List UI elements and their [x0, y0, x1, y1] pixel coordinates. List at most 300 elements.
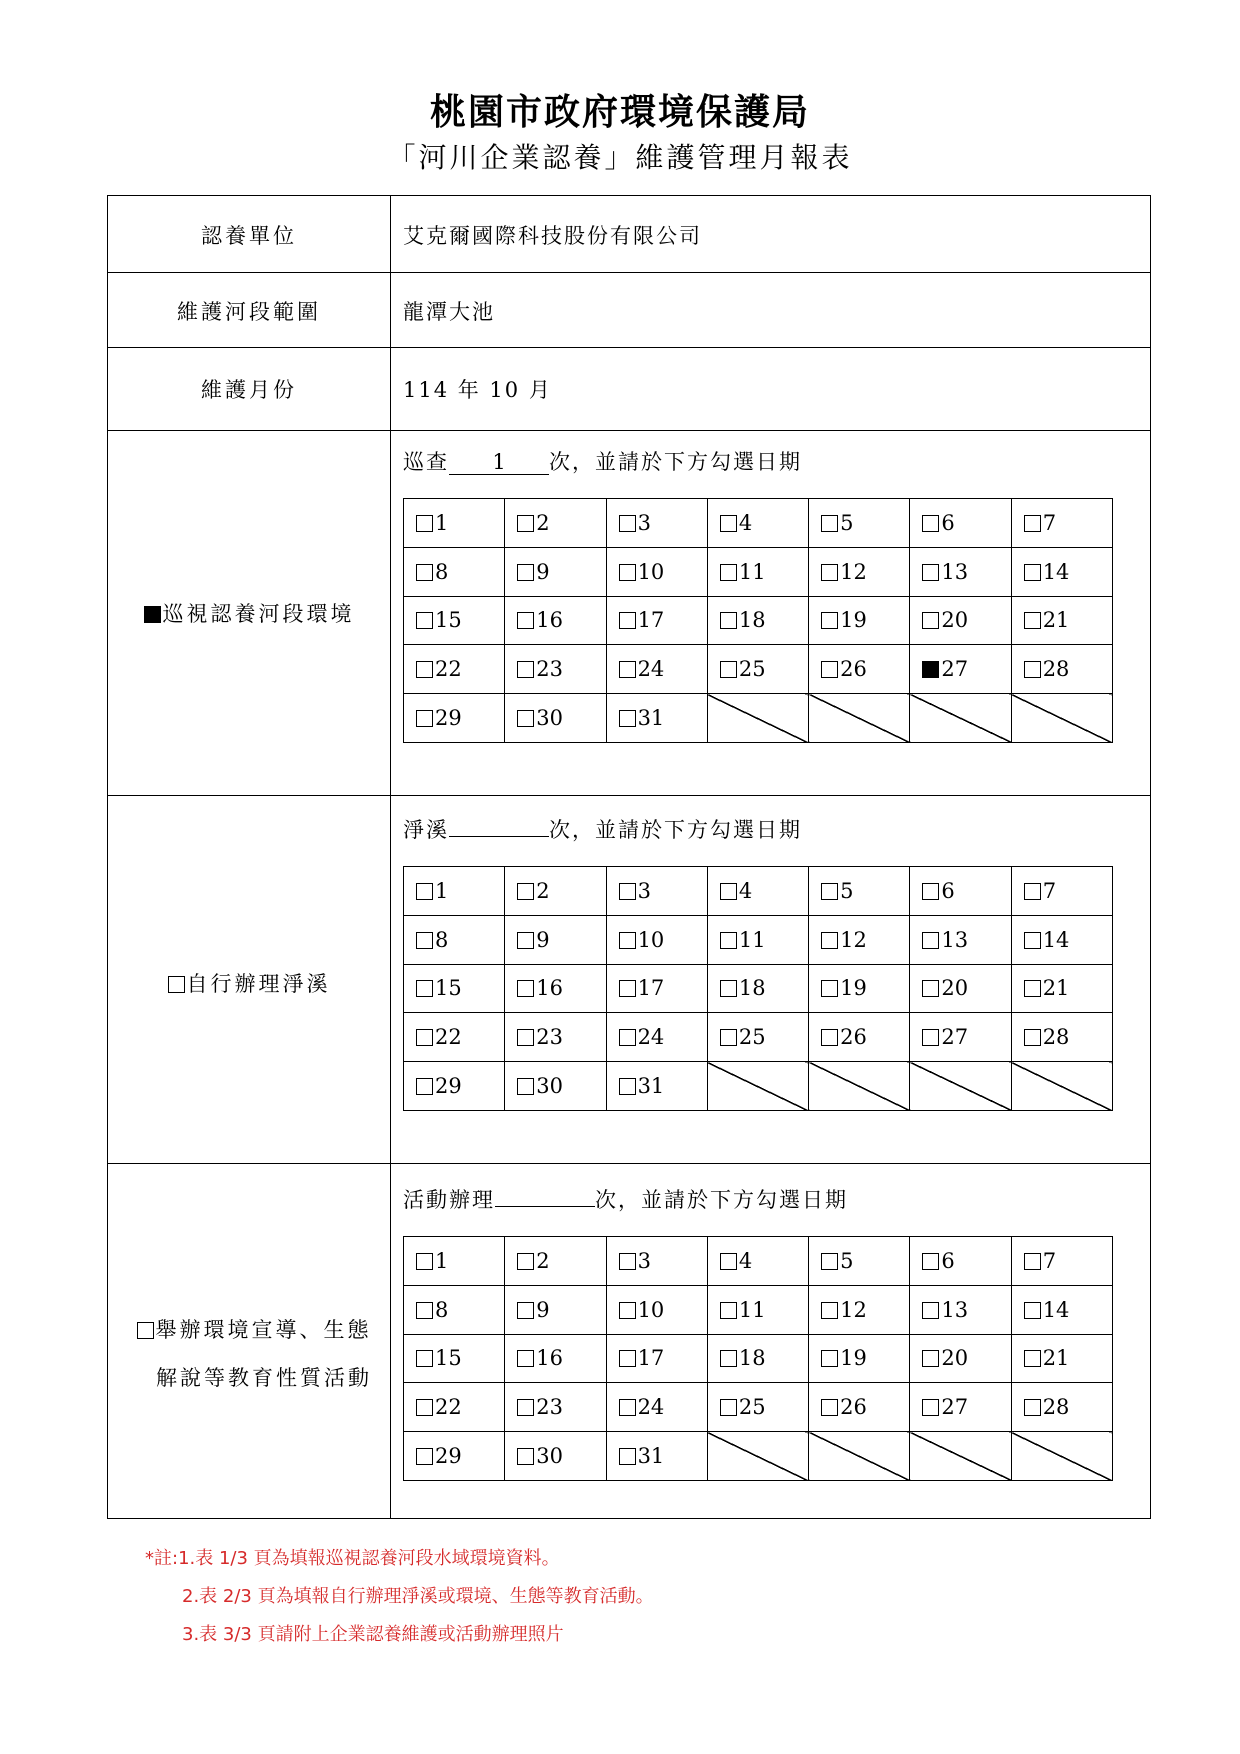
patrol-count-line — [403, 446, 802, 476]
date-label: 9 — [536, 927, 550, 952]
date-checkbox[interactable] — [922, 1253, 939, 1270]
date-grid-row — [404, 964, 1113, 1013]
date-checkbox[interactable] — [619, 1078, 636, 1095]
date-label: 29 — [435, 706, 462, 731]
date-cell[interactable] — [505, 1432, 606, 1481]
date-checkbox[interactable] — [619, 612, 636, 629]
date-label: 18 — [738, 1346, 766, 1371]
date-grid-row — [404, 547, 1113, 596]
date-checkbox[interactable] — [1024, 1350, 1041, 1367]
date-label: 26 — [840, 1025, 867, 1050]
document-subtitle: 「河川企業認養」維護管理月報表 — [387, 141, 853, 174]
date-cell[interactable] — [809, 547, 910, 596]
date-cell[interactable] — [910, 596, 1011, 645]
date-checkbox[interactable] — [1024, 883, 1041, 900]
date-cell[interactable] — [910, 547, 1011, 596]
date-cell[interactable] — [910, 645, 1011, 694]
date-label: 15 — [435, 976, 462, 1001]
date-cell[interactable] — [707, 915, 808, 964]
date-label: 17 — [637, 976, 665, 1001]
date-label: 13 — [941, 927, 969, 952]
date-checkbox[interactable] — [517, 1253, 534, 1270]
date-cell[interactable] — [505, 1237, 606, 1286]
date-cell[interactable] — [1011, 1013, 1112, 1062]
date-label: 7 — [1042, 1248, 1057, 1273]
date-cell[interactable] — [809, 1334, 910, 1383]
date-label: 1 — [435, 878, 449, 903]
date-checkbox[interactable] — [517, 661, 534, 678]
date-checkbox[interactable] — [720, 612, 737, 629]
date-checkbox[interactable] — [821, 1399, 838, 1416]
date-label: 30 — [536, 706, 564, 731]
date-label: 28 — [1042, 1395, 1070, 1420]
date-cell[interactable] — [505, 1285, 606, 1334]
unit-label: 認養單位 — [201, 224, 297, 248]
date-checkbox[interactable] — [922, 1399, 939, 1416]
date-cell[interactable] — [707, 547, 808, 596]
date-label: 5 — [840, 510, 854, 535]
row-divider — [108, 795, 1150, 796]
date-cell[interactable] — [1011, 1237, 1112, 1286]
date-cell[interactable] — [404, 1383, 505, 1432]
date-checkbox[interactable] — [619, 515, 636, 532]
date-checkbox[interactable] — [821, 661, 838, 678]
date-checkbox[interactable] — [821, 1350, 838, 1367]
date-checkbox[interactable] — [619, 1253, 636, 1270]
date-cell[interactable] — [707, 1285, 808, 1334]
date-label: 15 — [435, 1346, 462, 1371]
date-cell[interactable] — [707, 1013, 808, 1062]
date-cell[interactable] — [606, 1383, 707, 1432]
date-cell[interactable] — [606, 1334, 707, 1383]
date-checkbox[interactable] — [1024, 1029, 1041, 1046]
empty-date-cell — [1011, 1432, 1112, 1481]
unit-value: 艾克爾國際科技股份有限公司 — [403, 224, 702, 248]
date-label: 2 — [536, 878, 550, 903]
date-cell[interactable] — [809, 596, 910, 645]
date-label: 31 — [637, 706, 665, 731]
cleanup-date-grid — [403, 866, 1113, 1111]
date-cell[interactable] — [404, 915, 505, 964]
date-cell[interactable] — [809, 499, 910, 548]
date-label: 10 — [637, 1297, 665, 1322]
date-checkbox[interactable] — [416, 710, 433, 727]
date-cell[interactable] — [1011, 499, 1112, 548]
empty-date-cell — [910, 1432, 1011, 1481]
date-grid-row — [404, 1383, 1113, 1432]
date-cell[interactable] — [606, 645, 707, 694]
date-cell[interactable] — [505, 596, 606, 645]
date-grid-row — [404, 1285, 1113, 1334]
date-cell[interactable] — [606, 499, 707, 548]
date-checkbox[interactable] — [720, 564, 737, 581]
date-label: 20 — [941, 608, 969, 633]
date-cell[interactable] — [1011, 1383, 1112, 1432]
date-checkbox[interactable] — [416, 564, 433, 581]
date-cell[interactable] — [707, 1237, 808, 1286]
date-label: 2 — [536, 1248, 550, 1273]
date-checkbox[interactable] — [821, 932, 838, 949]
date-checkbox[interactable] — [1024, 932, 1041, 949]
date-label: 11 — [738, 927, 766, 952]
date-grid-row — [404, 915, 1113, 964]
date-label: 24 — [637, 1395, 665, 1420]
date-checkbox[interactable] — [821, 1253, 838, 1270]
date-cell[interactable] — [505, 964, 606, 1013]
date-cell[interactable] — [505, 867, 606, 916]
date-label: 6 — [941, 510, 955, 535]
date-cell[interactable] — [606, 867, 707, 916]
date-cell[interactable] — [707, 1383, 808, 1432]
date-cell[interactable] — [404, 596, 505, 645]
patrol-date-grid — [403, 498, 1113, 743]
date-checkbox[interactable] — [517, 883, 534, 900]
date-cell[interactable] — [809, 1285, 910, 1334]
document-title: 桃園市政府環境保護局 — [429, 91, 810, 133]
date-cell[interactable] — [707, 645, 808, 694]
date-label: 11 — [738, 559, 766, 584]
date-label: 13 — [941, 559, 969, 584]
date-cell[interactable] — [404, 1013, 505, 1062]
date-checkbox[interactable] — [922, 661, 939, 678]
date-checkbox[interactable] — [517, 515, 534, 532]
date-cell[interactable] — [404, 1237, 505, 1286]
date-cell[interactable] — [1011, 1285, 1112, 1334]
date-label: 19 — [840, 976, 867, 1001]
date-label: 16 — [536, 608, 564, 633]
date-checkbox[interactable] — [619, 1302, 636, 1319]
date-checkbox[interactable] — [619, 980, 636, 997]
date-checkbox[interactable] — [821, 612, 838, 629]
date-label: 3 — [637, 1248, 651, 1273]
date-checkbox[interactable] — [416, 883, 433, 900]
date-checkbox[interactable] — [922, 612, 939, 629]
date-checkbox[interactable] — [517, 564, 534, 581]
footnote-2: 2.表 2/3 頁為填報自行辦理淨溪或環境、生態等教育活動。 — [182, 1586, 654, 1607]
date-label: 26 — [840, 657, 867, 682]
date-cell[interactable] — [606, 694, 707, 743]
date-checkbox[interactable] — [517, 1078, 534, 1095]
date-cell[interactable] — [606, 1062, 707, 1111]
date-grid-row — [404, 1432, 1113, 1481]
date-checkbox[interactable] — [416, 1078, 433, 1095]
date-cell[interactable] — [1011, 645, 1112, 694]
date-label: 30 — [536, 1074, 564, 1099]
date-cell[interactable] — [505, 915, 606, 964]
date-checkbox[interactable] — [821, 564, 838, 581]
range-value: 龍潭大池 — [403, 300, 495, 324]
date-cell[interactable] — [404, 1334, 505, 1383]
date-label: 21 — [1042, 976, 1070, 1001]
date-cell[interactable] — [404, 645, 505, 694]
date-checkbox[interactable] — [416, 515, 433, 532]
date-cell[interactable] — [910, 1383, 1011, 1432]
patrol-count-value[interactable]: 1 — [449, 450, 549, 475]
date-cell[interactable] — [404, 694, 505, 743]
date-label: 2 — [536, 510, 550, 535]
date-checkbox[interactable] — [416, 1399, 433, 1416]
date-label: 19 — [840, 608, 867, 633]
date-label: 22 — [435, 1395, 462, 1420]
date-label: 8 — [435, 927, 449, 952]
date-cell[interactable] — [606, 1432, 707, 1481]
date-grid-row — [404, 694, 1113, 743]
date-cell[interactable] — [910, 867, 1011, 916]
date-cell[interactable] — [1011, 1334, 1112, 1383]
date-checkbox[interactable] — [517, 932, 534, 949]
date-cell[interactable] — [505, 1383, 606, 1432]
date-checkbox[interactable] — [922, 883, 939, 900]
date-checkbox[interactable] — [619, 564, 636, 581]
date-checkbox[interactable] — [720, 932, 737, 949]
date-checkbox[interactable] — [416, 980, 433, 997]
date-checkbox[interactable] — [416, 932, 433, 949]
date-checkbox[interactable] — [619, 1350, 636, 1367]
date-label: 4 — [738, 1248, 753, 1273]
date-grid-row — [404, 1334, 1113, 1383]
date-label: 23 — [536, 1025, 564, 1050]
date-checkbox[interactable] — [1024, 661, 1041, 678]
date-checkbox[interactable] — [922, 1029, 939, 1046]
date-cell[interactable] — [809, 645, 910, 694]
date-checkbox[interactable] — [416, 661, 433, 678]
date-cell[interactable] — [1011, 915, 1112, 964]
date-checkbox[interactable] — [821, 515, 838, 532]
date-label: 10 — [637, 927, 665, 952]
date-cell[interactable] — [910, 915, 1011, 964]
date-cell[interactable] — [505, 645, 606, 694]
date-label: 27 — [941, 1025, 969, 1050]
date-checkbox[interactable] — [416, 1302, 433, 1319]
date-checkbox[interactable] — [619, 1399, 636, 1416]
date-cell[interactable] — [505, 547, 606, 596]
date-checkbox[interactable] — [922, 515, 939, 532]
date-label: 9 — [536, 1297, 550, 1322]
date-checkbox[interactable] — [922, 932, 939, 949]
activity-count-suffix: 次，並請於下方勾選日期 — [595, 1188, 848, 1212]
date-checkbox[interactable] — [517, 1029, 534, 1046]
date-label: 12 — [840, 559, 867, 584]
date-cell[interactable] — [809, 964, 910, 1013]
date-cell[interactable] — [910, 964, 1011, 1013]
date-checkbox[interactable] — [720, 1253, 737, 1270]
date-label: 3 — [637, 510, 651, 535]
date-cell[interactable] — [910, 1285, 1011, 1334]
date-cell[interactable] — [809, 867, 910, 916]
date-label: 11 — [738, 1297, 766, 1322]
patrol-checkbox[interactable] — [144, 606, 161, 623]
date-cell[interactable] — [1011, 867, 1112, 916]
date-checkbox[interactable] — [416, 612, 433, 629]
date-checkbox[interactable] — [1024, 980, 1041, 997]
date-checkbox[interactable] — [821, 1302, 838, 1319]
empty-date-cell — [1011, 694, 1112, 743]
date-label: 14 — [1042, 559, 1070, 584]
empty-date-cell — [707, 694, 808, 743]
date-checkbox[interactable] — [720, 1350, 737, 1367]
date-grid-row — [404, 1237, 1113, 1286]
date-checkbox[interactable] — [720, 515, 737, 532]
date-label: 29 — [435, 1074, 462, 1099]
date-cell[interactable] — [404, 499, 505, 548]
date-cell[interactable] — [707, 596, 808, 645]
date-cell[interactable] — [707, 1334, 808, 1383]
date-cell[interactable] — [404, 1432, 505, 1481]
activity-label-line1 — [118, 1306, 390, 1354]
date-checkbox[interactable] — [1024, 515, 1041, 532]
date-cell[interactable] — [910, 1334, 1011, 1383]
month-label: 維護月份 — [201, 378, 297, 402]
date-label: 21 — [1042, 1346, 1070, 1371]
date-cell[interactable] — [404, 964, 505, 1013]
date-cell[interactable] — [910, 1013, 1011, 1062]
date-cell[interactable] — [707, 964, 808, 1013]
date-checkbox[interactable] — [1024, 1253, 1041, 1270]
date-label: 15 — [435, 608, 462, 633]
activity-count-value[interactable] — [495, 1206, 595, 1207]
column-divider — [390, 196, 391, 1518]
date-checkbox[interactable] — [720, 661, 737, 678]
date-label: 29 — [435, 1444, 462, 1469]
activity-count-line — [403, 1184, 848, 1214]
date-checkbox[interactable] — [416, 1350, 433, 1367]
patrol-count-prefix: 巡查 — [403, 450, 449, 474]
date-checkbox[interactable] — [517, 1448, 534, 1465]
date-cell[interactable] — [505, 1062, 606, 1111]
date-checkbox[interactable] — [517, 980, 534, 997]
cleanup-label-text: 自行辦理淨溪 — [186, 972, 331, 996]
date-label: 5 — [840, 1248, 854, 1273]
empty-date-cell — [707, 1062, 808, 1111]
date-label: 7 — [1042, 510, 1057, 535]
date-label: 25 — [738, 1395, 766, 1420]
date-cell[interactable] — [809, 915, 910, 964]
date-checkbox[interactable] — [922, 1302, 939, 1319]
date-checkbox[interactable] — [517, 612, 534, 629]
date-checkbox[interactable] — [1024, 612, 1041, 629]
date-cell[interactable] — [505, 694, 606, 743]
date-checkbox[interactable] — [619, 883, 636, 900]
date-cell[interactable] — [606, 915, 707, 964]
date-cell[interactable] — [505, 1334, 606, 1383]
date-cell[interactable] — [505, 1013, 606, 1062]
date-cell[interactable] — [606, 1237, 707, 1286]
date-cell[interactable] — [505, 499, 606, 548]
date-label: 16 — [536, 1346, 564, 1371]
date-cell[interactable] — [606, 1285, 707, 1334]
activity-date-grid — [403, 1236, 1113, 1481]
date-checkbox[interactable] — [922, 564, 939, 581]
date-cell[interactable] — [809, 1013, 910, 1062]
date-cell[interactable] — [404, 867, 505, 916]
date-checkbox[interactable] — [416, 1029, 433, 1046]
date-checkbox[interactable] — [720, 980, 737, 997]
date-checkbox[interactable] — [517, 1302, 534, 1319]
date-label: 23 — [536, 657, 564, 682]
date-checkbox[interactable] — [821, 1029, 838, 1046]
date-checkbox[interactable] — [619, 1029, 636, 1046]
date-checkbox[interactable] — [821, 883, 838, 900]
date-checkbox[interactable] — [922, 980, 939, 997]
date-cell[interactable] — [1011, 596, 1112, 645]
date-checkbox[interactable] — [821, 980, 838, 997]
date-checkbox[interactable] — [1024, 564, 1041, 581]
date-checkbox[interactable] — [1024, 1302, 1041, 1319]
date-label: 27 — [941, 1395, 969, 1420]
date-checkbox[interactable] — [517, 710, 534, 727]
empty-date-cell — [809, 694, 910, 743]
cleanup-count-value[interactable] — [449, 836, 549, 837]
date-cell[interactable] — [910, 1237, 1011, 1286]
patrol-count-suffix: 次，並請於下方勾選日期 — [549, 450, 802, 474]
empty-date-cell — [1011, 1062, 1112, 1111]
date-cell[interactable] — [1011, 964, 1112, 1013]
date-checkbox[interactable] — [619, 710, 636, 727]
date-cell[interactable] — [707, 499, 808, 548]
date-checkbox[interactable] — [517, 1350, 534, 1367]
date-label: 4 — [738, 510, 753, 535]
date-cell[interactable] — [606, 596, 707, 645]
date-checkbox[interactable] — [922, 1350, 939, 1367]
date-label: 24 — [637, 657, 665, 682]
date-label: 17 — [637, 1346, 665, 1371]
date-checkbox[interactable] — [517, 1399, 534, 1416]
cleanup-section-label — [108, 968, 390, 998]
date-cell[interactable] — [404, 547, 505, 596]
date-cell[interactable] — [809, 1237, 910, 1286]
date-checkbox[interactable] — [416, 1448, 433, 1465]
activity-section-label — [118, 1306, 390, 1402]
range-label: 維護河段範圍 — [177, 300, 321, 324]
date-cell[interactable] — [404, 1285, 505, 1334]
date-checkbox[interactable] — [619, 932, 636, 949]
date-label: 14 — [1042, 1297, 1070, 1322]
date-label: 8 — [435, 1297, 449, 1322]
cleanup-count-prefix: 淨溪 — [403, 818, 449, 842]
date-label: 3 — [637, 878, 651, 903]
date-cell[interactable] — [910, 499, 1011, 548]
patrol-label-text: 巡視認養河段環境 — [162, 602, 355, 626]
date-cell[interactable] — [606, 547, 707, 596]
activity-checkbox[interactable] — [137, 1322, 154, 1339]
date-checkbox[interactable] — [619, 1448, 636, 1465]
date-checkbox[interactable] — [720, 1399, 737, 1416]
date-cell[interactable] — [1011, 547, 1112, 596]
date-label: 12 — [840, 927, 867, 952]
date-checkbox[interactable] — [619, 661, 636, 678]
date-grid-row — [404, 645, 1113, 694]
footnotes — [145, 1540, 654, 1654]
date-cell[interactable] — [606, 1013, 707, 1062]
date-cell[interactable] — [404, 1062, 505, 1111]
date-label: 6 — [941, 878, 955, 903]
date-checkbox[interactable] — [720, 1029, 737, 1046]
date-label: 9 — [536, 559, 550, 584]
date-grid-row — [404, 596, 1113, 645]
cleanup-checkbox[interactable] — [168, 976, 185, 993]
date-cell[interactable] — [707, 867, 808, 916]
date-cell[interactable] — [809, 1383, 910, 1432]
date-checkbox[interactable] — [1024, 1399, 1041, 1416]
cleanup-count-suffix: 次，並請於下方勾選日期 — [549, 818, 802, 842]
date-checkbox[interactable] — [720, 1302, 737, 1319]
date-checkbox[interactable] — [720, 883, 737, 900]
date-grid-row — [404, 867, 1113, 916]
date-label: 10 — [637, 559, 665, 584]
date-cell[interactable] — [606, 964, 707, 1013]
date-label: 30 — [536, 1444, 564, 1469]
date-checkbox[interactable] — [416, 1253, 433, 1270]
